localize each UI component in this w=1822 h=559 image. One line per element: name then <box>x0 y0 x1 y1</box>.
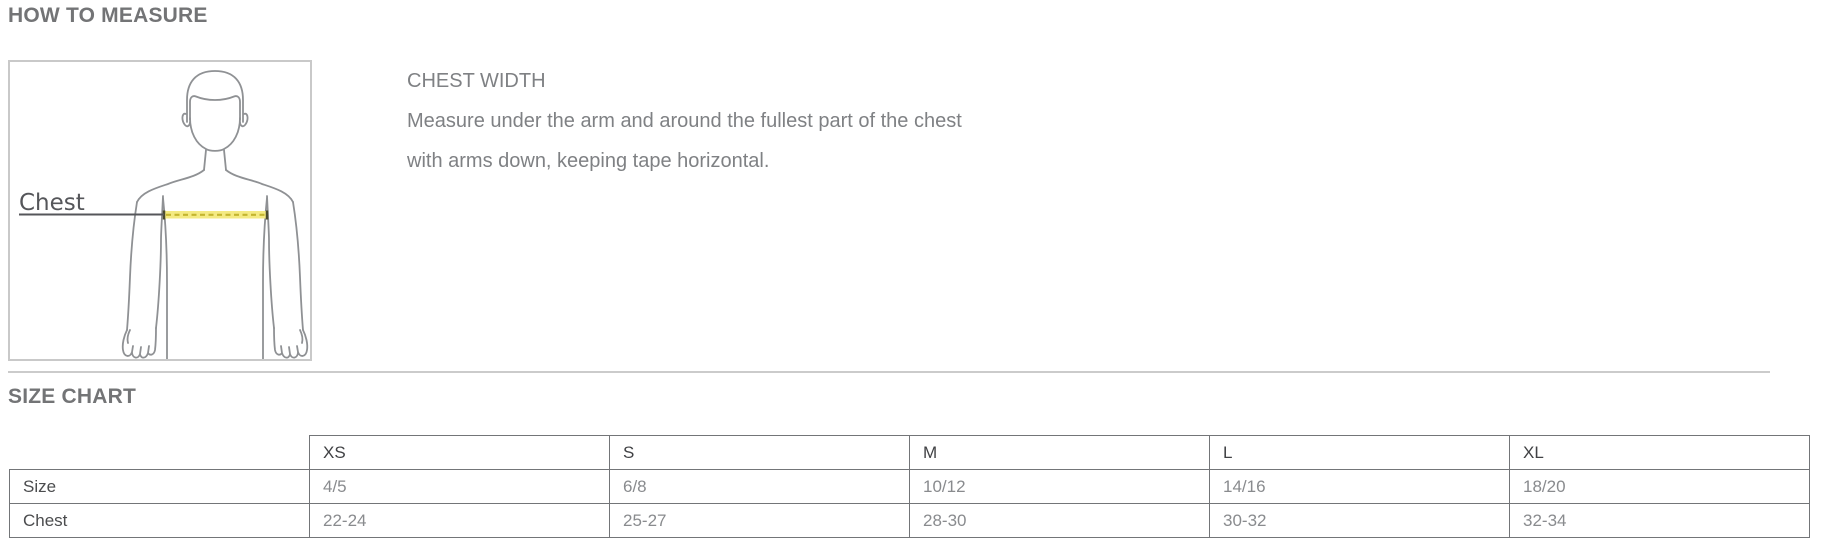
table-cell: 28-30 <box>910 504 1210 538</box>
column-header-m: M <box>910 436 1210 470</box>
row-label-size: Size <box>10 470 310 504</box>
figure-inner-arm-left <box>156 196 163 328</box>
row-label-chest: Chest <box>10 504 310 538</box>
figure-arm-right <box>293 202 303 330</box>
measurement-figure <box>8 60 312 361</box>
table-cell: 22-24 <box>310 504 610 538</box>
section-title-how-to-measure: HOW TO MEASURE <box>8 4 208 27</box>
column-header-xl: XL <box>1510 436 1810 470</box>
table-cell: 4/5 <box>310 470 610 504</box>
figure-hairline <box>190 96 240 120</box>
instruction-heading: CHEST WIDTH <box>407 70 546 92</box>
how-to-measure-section <box>8 60 1822 361</box>
corner-blank-cell <box>10 436 310 470</box>
section-divider <box>8 371 1770 373</box>
table-cell: 14/16 <box>1210 470 1510 504</box>
instruction-line-2: with arms down, keeping tape horizontal. <box>407 150 770 172</box>
measure-instructions <box>407 61 962 181</box>
chest-label: Chest <box>19 190 85 216</box>
figure-arm-left <box>127 202 137 330</box>
table-cell: 30-32 <box>1210 504 1510 538</box>
table-row-size <box>10 470 1810 504</box>
instruction-line-1: Measure under the arm and around the fullest part of the chest <box>407 110 962 132</box>
column-header-s: S <box>610 436 910 470</box>
size-chart-table <box>9 435 1810 538</box>
size-chart-header-row <box>10 436 1810 470</box>
table-cell: 10/12 <box>910 470 1210 504</box>
column-header-l: L <box>1210 436 1510 470</box>
table-cell: 6/8 <box>610 470 910 504</box>
table-cell: 32-34 <box>1510 504 1810 538</box>
table-row-chest <box>10 504 1810 538</box>
section-title-size-chart: SIZE CHART <box>8 385 136 408</box>
column-header-xs: XS <box>310 436 610 470</box>
size-guide-page <box>0 5 1822 538</box>
figure-torso <box>163 198 267 359</box>
table-cell: 18/20 <box>1510 470 1810 504</box>
table-cell: 25-27 <box>610 504 910 538</box>
body-outline-illustration <box>10 62 310 359</box>
figure-hand-left <box>123 328 156 358</box>
figure-hand-right <box>274 328 307 358</box>
figure-shoulders <box>137 170 293 202</box>
figure-face <box>190 118 240 151</box>
figure-neck <box>204 150 226 170</box>
